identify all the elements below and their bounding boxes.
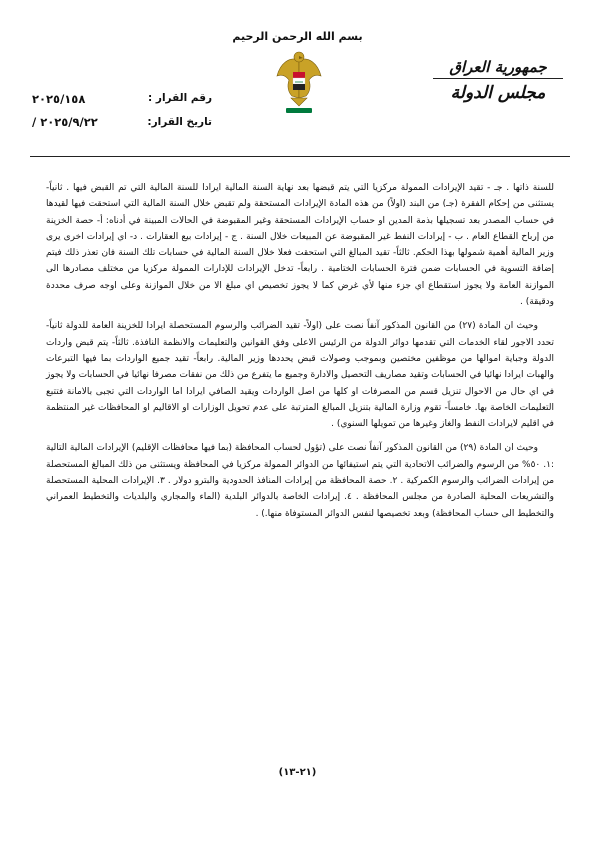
decision-date-label: تاريخ القرار: bbox=[147, 116, 212, 128]
court-name-line1: جمهورية العراق bbox=[433, 58, 563, 79]
body-paragraph: للسنة ذاتها . جـ - تقيد الإيرادات الممولة مركزيا التي يتم قبضها بعد نهاية السنة المالية ايرادا للسنة المالية التي تم القبض فيها . ثانياً- يستثنى من إحكام الفقرة (جـ) من البند (اولاً) من هذه المادة الإيرادات المستحقة ولم تقبض خلال السنة المالية التي استحقت فيها لقيدها في حساب المصدر بعد تسجيلها بذمة المدين او حساب الإيرادات المستحقة وغير المقبوضة في الحالات المبينة في أدناه: أ- حصة الخزينة من إرباح القطاع العام . ب - إيرادات النفط غير المقبوضة عن المبيعات خلال السنة . ج - إيرادات بيع العقارات . د- اي إيرادات اخرى يرى وزير المالية أهمية شمولها بهذا الحكم. ثالثاً- تقيد المبالغ التي استحقت فعلا خلال السنة المالية في حسابات تلك السنة فان تعذر ذلك فيتم إضافة التسوية في الحسابات ضمن فترة الحسابات الختامية . رابعاً- تدخل الإيرادات للإدارات الممولة مركزيا من مختلف مصادرها الى الموازنة العامة ولا يجوز استقطاع اي جزء منها لأي غرض كما لا يجوز تخصيص اي مبلغ الا من خلال الموازنة وعلى اوجه صرف محددة ودقيقة) . bbox=[46, 183, 554, 308]
decision-number-value: ٢٠٢٥/١٥٨ bbox=[32, 92, 86, 106]
eagle-emblem bbox=[274, 46, 324, 124]
decision-meta-labels bbox=[138, 86, 212, 134]
decision-meta-values bbox=[32, 88, 136, 134]
court-name-calligraphy bbox=[433, 58, 563, 103]
basmala: بسم الله الرحمن الرحيم bbox=[232, 30, 363, 43]
court-name-line2: مجلس الدولة bbox=[450, 83, 546, 103]
body-paragraph: وحيث ان المادة (٢٧) من القانون المذكور آنفاً نصت على (اولاً- تقيد الضرائب والرسوم المستحصلة ايرادا للخزينة العامة للدولة ثانياً- تحدد الاجور لقاء الخدمات التي تقدمها دوائر الدولة من الرئيس الاعلى وفق القوانين والتعليمات والانظمة النافذة. ثالثاً- يتم قبض واردات الدولة وجباية اموالها من موظفين مختصين وبموجب وصولات قبض يحددها وزير المالية. رابعاً- تقيد جميع الواردات بما فيها التبرعات والهبات ايرادا نهائيا في الحسابات وتقيد مصاريف التحصيل والادارة وجميع ما يتفرع من ذلك من نفقات مصرفا نهائيا في الحسابات ولا يجوز في اي حال من الاحوال تنزيل قسم من المصرفات او كلها من اصل الواردات ويقيد الصافي ايرادا اما الواردات التي تجبى بالامانة فتتبع التعليمات الخاصة بها. خامساً- تقوم وزارة المالية بتنزيل المبالغ المترتبة على عدم تحويل الوزارات او الاقاليم او المحافظات غير المنتظمة في اقليم لايرادات النفط والغاز وغيرها من تمويلها السنوي) . bbox=[46, 321, 554, 430]
decision-number-label: رقم القرار : bbox=[148, 92, 212, 104]
decision-date-value: / ٢٠٢٥/٩/٢٢ bbox=[32, 115, 98, 129]
body-paragraph: وحيث ان المادة (٢٩) من القانون المذكور آنفاً نصت على (تؤول لحساب المحافظة (بما فيها محافظات الإقليم) الإيرادات المالية التالية :١. ٥٠% من الرسوم والضرائب الاتحادية التي يتم استيفائها من الدوائر الممولة مركزيا في المحافظة ويستثنى من ذلك المبالغ المستحصلة من إيرادات الضرائب والرسوم الكمركية . ٢. حصة المحافظة من إيرادات المنافذ الحدودية والبترو دولار . ٣. الإيرادات المحلية المستحصلة والتشريعات المحلية الصادرة من مجلس المحافظة . ٤. إيرادات الخاصة بالدوائر البلدية (الماء والمجاري والبلديات والتخطيط العمراني والتخطيط الى حساب المحافظة) وبعد تخصيصها لنفس الدوائر المستوفاة منها.) . bbox=[46, 443, 555, 519]
page-number: (٢١-١٣) bbox=[278, 767, 317, 778]
document-body bbox=[46, 180, 554, 522]
header-divider bbox=[30, 156, 570, 157]
